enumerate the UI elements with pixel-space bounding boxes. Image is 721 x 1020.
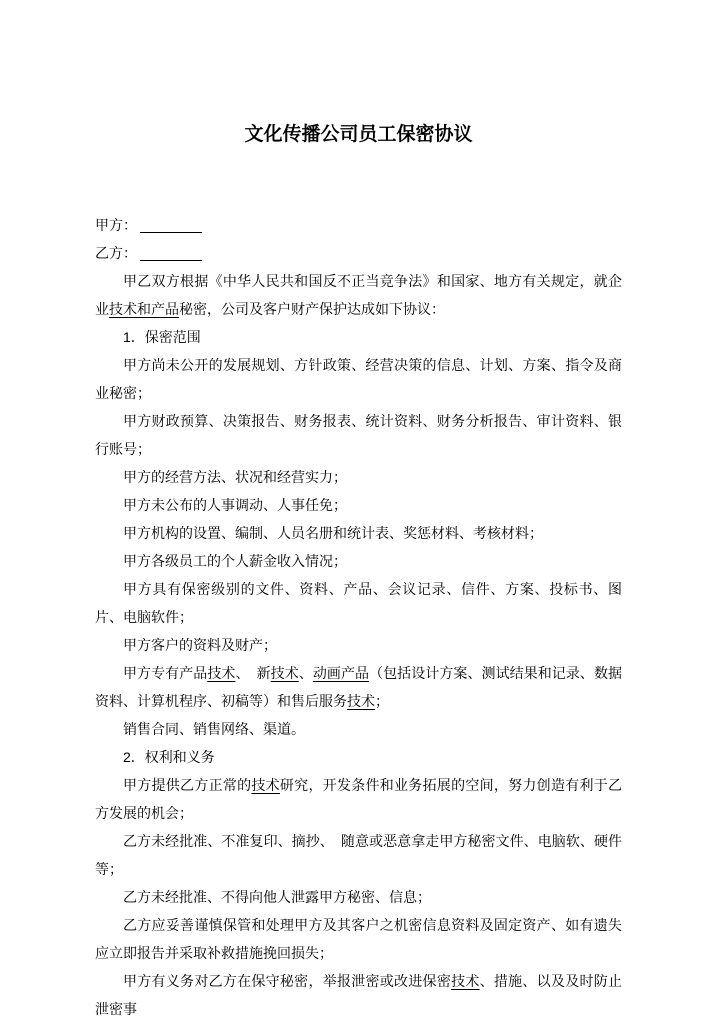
text-run: 销售合同、销售网络、渠道。 — [123, 721, 305, 737]
text-run: 研究，开发条件和业务拓展的空间，努力创造有利于乙方发展的机会； — [95, 777, 623, 821]
paragraph — [95, 827, 622, 883]
text-run: 甲方机构的设置、编制、人员名册和统计表、奖惩材料、考核材料； — [123, 525, 543, 541]
party-b-blank — [140, 248, 202, 261]
party-b-label: 乙方： — [95, 245, 137, 261]
text-run: 甲方的经营方法、状况和经营实力； — [123, 469, 347, 485]
text-run: 甲方具有保密级别的文件、资料、产品、会议记录、信件、方案、投标书、图片、电脑软件； — [95, 581, 622, 625]
paragraph — [95, 463, 622, 491]
party-b-line — [95, 239, 622, 267]
text-run: 乙方未经批准、不得向他人泄露甲方秘密、信息； — [123, 889, 431, 905]
underlined-text: 技术 — [347, 693, 375, 709]
paragraph — [95, 407, 622, 463]
text-run: 乙方应妥善谨慎保管和处理甲方及其客户之机密信息资料及固定资产、如有遗失应立即报告并采取补救措施挽回损失； — [95, 917, 622, 961]
party-a-blank — [140, 220, 202, 233]
underlined-text: 技术 — [270, 665, 299, 681]
text-run: 甲方专有产品 — [123, 665, 208, 681]
paragraph — [95, 911, 622, 967]
underlined-text: 技术 — [451, 973, 480, 989]
document-body — [95, 267, 622, 1020]
underlined-text: 技术和产品 — [109, 301, 179, 317]
paragraph — [95, 967, 622, 1020]
paragraph — [95, 575, 622, 631]
text-run: 、 新 — [235, 665, 271, 681]
text-run: 甲方财政预算、决策报告、财务报表、统计资料、财务分析报告、审计资料、银行账号； — [95, 413, 622, 457]
paragraph — [95, 351, 622, 407]
text-run: 甲方有义务对乙方在保守秘密，举报泄密或改进保密 — [123, 973, 452, 989]
paragraph — [95, 771, 622, 827]
underlined-text: 技术 — [207, 665, 236, 681]
text-run: 甲方客户的资料及财产； — [123, 637, 277, 653]
party-a-line — [95, 211, 622, 239]
text-run: 乙方未经批准、不准复印、摘抄、 随意或恶意拿走甲方秘密文件、电脑软、硬件等； — [95, 833, 622, 877]
text-run: （包括设计方案、测试结果和记录、数据资料、计算机程序、初稿等）和售后服务 — [95, 665, 623, 709]
text-run: ； — [375, 693, 389, 709]
text-run: 2．权利和义务 — [123, 749, 215, 765]
text-run: 甲方各级员工的个人薪金收入情况； — [123, 553, 347, 569]
text-run: 、措施、以及及时防止泄密事 — [95, 973, 623, 1017]
paragraph — [95, 547, 622, 575]
paragraph — [95, 519, 622, 547]
section-2-heading — [95, 743, 622, 771]
text-run: 甲方提供乙方正常的 — [123, 777, 252, 793]
text-run: 、 — [298, 665, 313, 681]
party-a-label: 甲方： — [95, 217, 137, 233]
text-run: 甲乙双方根据《中华人民共和国反不正当竞争法》和国家、地方有关规定，就企业 — [95, 273, 622, 317]
text-run: 甲方尚未公开的发展规划、方针政策、经营决策的信息、计划、方案、指令及商业秘密； — [95, 357, 622, 401]
section-1-heading — [95, 323, 622, 351]
underlined-text: 动画产品 — [312, 665, 370, 681]
underlined-text: 技术 — [251, 777, 280, 793]
text-run: 1．保密范围 — [123, 329, 201, 345]
paragraph — [95, 715, 622, 743]
text-run: 秘密，公司及客户财产保护达成如下协议： — [179, 301, 445, 317]
text-run: 甲方未公布的人事调动、人事任免； — [123, 497, 347, 513]
paragraph — [95, 883, 622, 911]
paragraph — [95, 659, 622, 715]
paragraph — [95, 491, 622, 519]
intro-paragraph — [95, 267, 622, 323]
paragraph — [95, 631, 622, 659]
document-title: 文化传播公司员工保密协议 — [244, 124, 473, 145]
